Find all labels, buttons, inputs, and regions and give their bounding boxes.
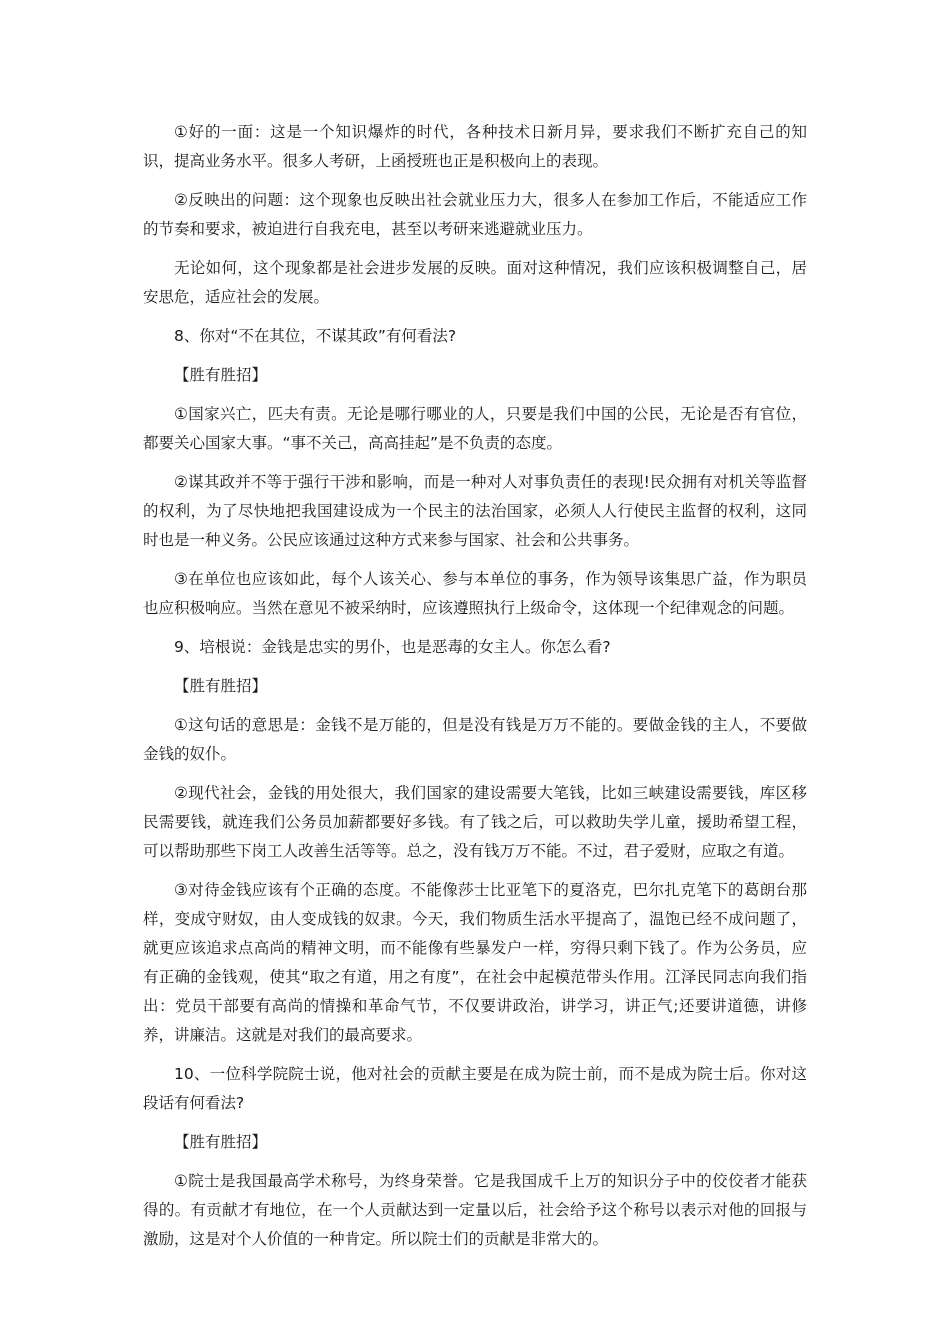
question-9-heading: 9、培根说：金钱是忠实的男仆，也是恶毒的女主人。你怎么看? — [174, 638, 611, 656]
question-8-heading: 8、你对“不在其位，不谋其政”有何看法? — [174, 327, 457, 345]
question-10-heading: 10、一位科学院院士说，他对社会的贡献主要是在成为院士前，而不是成为院士后。你对这段话有何看法? — [143, 1065, 807, 1112]
paragraph-q9-point-1: ①这句话的意思是：金钱不是万能的，但是没有钱是万万不能的。要做金钱的主人，不要做金钱的奴仆。 — [143, 716, 807, 763]
paragraph-q9-point-3: ③对待金钱应该有个正确的态度。不能像莎士比亚笔下的夏洛克，巴尔扎克笔下的葛朗台那样，变成守财奴，由人变成钱的奴隶。今天，我们物质生活水平提高了，温饱已经不成问题了，就更应该追求点高尚的精神文明，而不能像有些暴发户一样，穷得只剩下钱了。作为公务员，应有正确的金钱观，使其“取之有道，用之有度”，在社会中起模范带头作用。江泽民同志向我们指出：党员干部要有高尚的情操和革命气节，不仅要讲政治，讲学习，讲正气;还要讲道德，讲修养，讲廉洁。这就是对我们的最高要求。 — [143, 881, 807, 1044]
paragraph-q8-point-2: ②谋其政并不等于强行干涉和影响，而是一种对人对事负责任的表现!民众拥有对机关等监督的权利，为了尽快地把我国建设成为一个民主的法治国家，必须人人行使民主监督的权利，这同时也是一种义务。公民应该通过这种方式来参与国家、社会和公共事务。 — [143, 473, 807, 549]
document-body — [143, 118, 807, 1264]
paragraph-conclusion: 无论如何，这个现象都是社会进步发展的反映。面对这种情况，我们应该积极调整自己，居安思危，适应社会的发展。 — [143, 259, 807, 306]
paragraph-problem-reflected: ②反映出的问题：这个现象也反映出社会就业压力大，很多人在参加工作后，不能适应工作的节奏和要求，被迫进行自我充电，甚至以考研来逃避就业压力。 — [143, 191, 807, 238]
paragraph-q9-point-2: ②现代社会，金钱的用处很大，我们国家的建设需要大笔钱，比如三峡建设需要钱，库区移民需要钱，就连我们公务员加薪都要好多钱。有了钱之后，可以救助失学儿童，援助希望工程，可以帮助那些下岗工人改善生活等等。总之，没有钱万万不能。不过，君子爱财，应取之有道。 — [143, 784, 807, 860]
answer-tag-9: 【胜有胜招】 — [174, 677, 268, 695]
paragraph-good-side: ①好的一面：这是一个知识爆炸的时代，各种技术日新月异，要求我们不断扩充自己的知识，提高业务水平。很多人考研，上函授班也正是积极向上的表现。 — [143, 123, 807, 170]
paragraph-q8-point-1: ①国家兴亡，匹夫有责。无论是哪行哪业的人，只要是我们中国的公民，无论是否有官位，都要关心国家大事。“事不关己，高高挂起”是不负责的态度。 — [143, 405, 807, 452]
answer-tag-8: 【胜有胜招】 — [174, 366, 268, 384]
answer-tag-10: 【胜有胜招】 — [174, 1133, 268, 1151]
paragraph-q8-point-3: ③在单位也应该如此，每个人该关心、参与本单位的事务，作为领导该集思广益，作为职员也应积极响应。当然在意见不被采纳时，应该遵照执行上级命令，这体现一个纪律观念的问题。 — [143, 570, 807, 617]
paragraph-q10-point-1: ①院士是我国最高学术称号，为终身荣誉。它是我国成千上万的知识分子中的佼佼者才能获得的。有贡献才有地位，在一个人贡献达到一定量以后，社会给予这个称号以表示对他的回报与激励，这是对个人价值的一种肯定。所以院士们的贡献是非常大的。 — [143, 1172, 807, 1248]
